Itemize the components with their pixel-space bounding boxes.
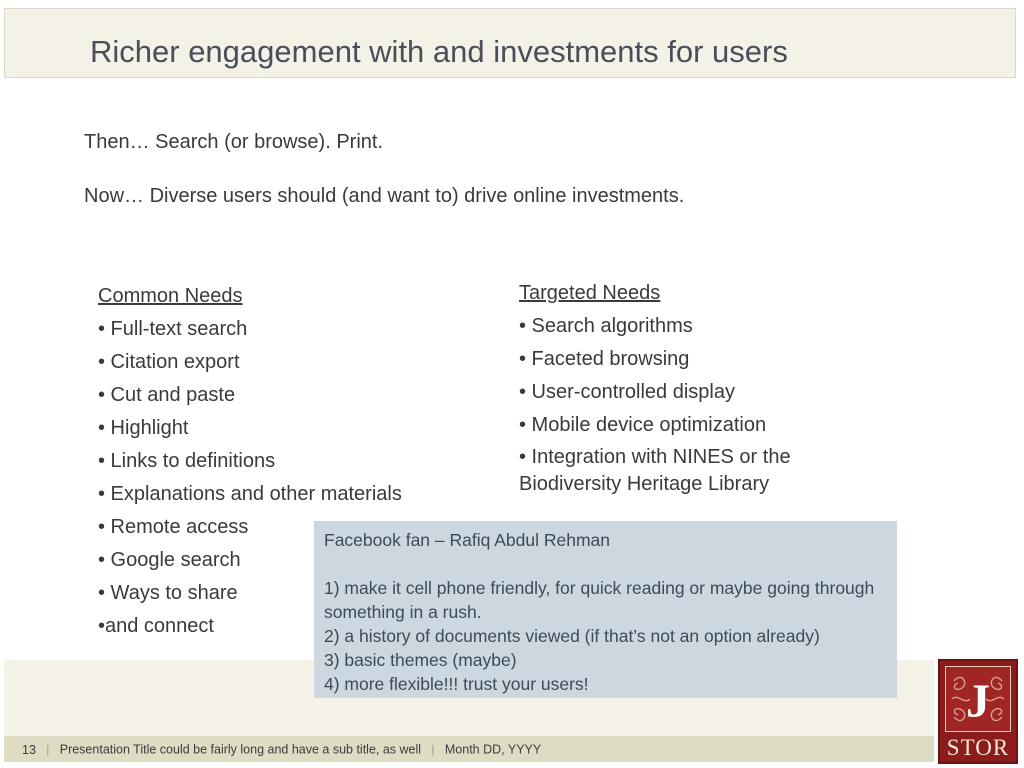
slide-number: 13 xyxy=(22,742,36,757)
callout-line: 3) basic themes (maybe) xyxy=(324,650,517,670)
list-item: • Google search xyxy=(98,549,241,571)
list-item: • Ways to share xyxy=(98,582,238,604)
list-item: • User-controlled display xyxy=(519,381,735,403)
presentation-date: Month DD, YYYY xyxy=(444,742,542,757)
list-item: •and connect xyxy=(98,615,214,637)
list-item: • Integration with NINES or the Biodiversity Heritage Library xyxy=(519,446,791,495)
slide-title: Richer engagement with and investments for users xyxy=(90,34,788,69)
callout-spacer xyxy=(324,552,887,576)
callout-line: 2) a history of documents viewed (if that’s not an option already) xyxy=(324,626,820,646)
common-needs-heading: Common Needs xyxy=(98,285,243,307)
list-item: • Citation export xyxy=(98,351,240,373)
list-item: • Cut and paste xyxy=(98,384,236,406)
list-item: • Explanations and other materials xyxy=(98,483,402,505)
jstor-logo xyxy=(938,659,1018,764)
presentation-title: Presentation Title could be fairly long and have a sub title, as well xyxy=(59,742,422,757)
targeted-needs-list xyxy=(519,282,859,498)
ornament-icon xyxy=(946,667,1010,731)
footer-separator: | xyxy=(46,743,50,756)
now-statement: Now… Diverse users should (and want to) drive online investments. xyxy=(84,185,685,207)
list-item: • Search algorithms xyxy=(519,315,693,337)
logo-letter: J xyxy=(966,675,990,728)
logo-wordmark: STOR xyxy=(946,735,1010,760)
then-statement: Then… Search (or browse). Print. xyxy=(84,131,383,153)
targeted-needs-heading: Targeted Needs xyxy=(519,282,661,304)
callout-title: Facebook fan – Rafiq Abdul Rehman xyxy=(324,530,611,550)
list-item: • Full-text search xyxy=(98,318,248,340)
list-item: • Mobile device optimization xyxy=(519,414,767,436)
list-item: • Faceted browsing xyxy=(519,348,690,370)
callout-line: 1) make it cell phone friendly, for quick reading or maybe going through something in a rush. xyxy=(324,578,875,622)
footer-bar xyxy=(4,736,934,762)
footer-separator: | xyxy=(431,743,435,756)
list-item: • Highlight xyxy=(98,417,189,439)
facebook-quote-callout xyxy=(314,521,897,698)
list-item: • Remote access xyxy=(98,516,249,538)
list-item: • Links to definitions xyxy=(98,450,276,472)
callout-line: 4) more flexible!!! trust your users! xyxy=(324,674,589,694)
jstor-emblem-icon xyxy=(945,666,1011,732)
